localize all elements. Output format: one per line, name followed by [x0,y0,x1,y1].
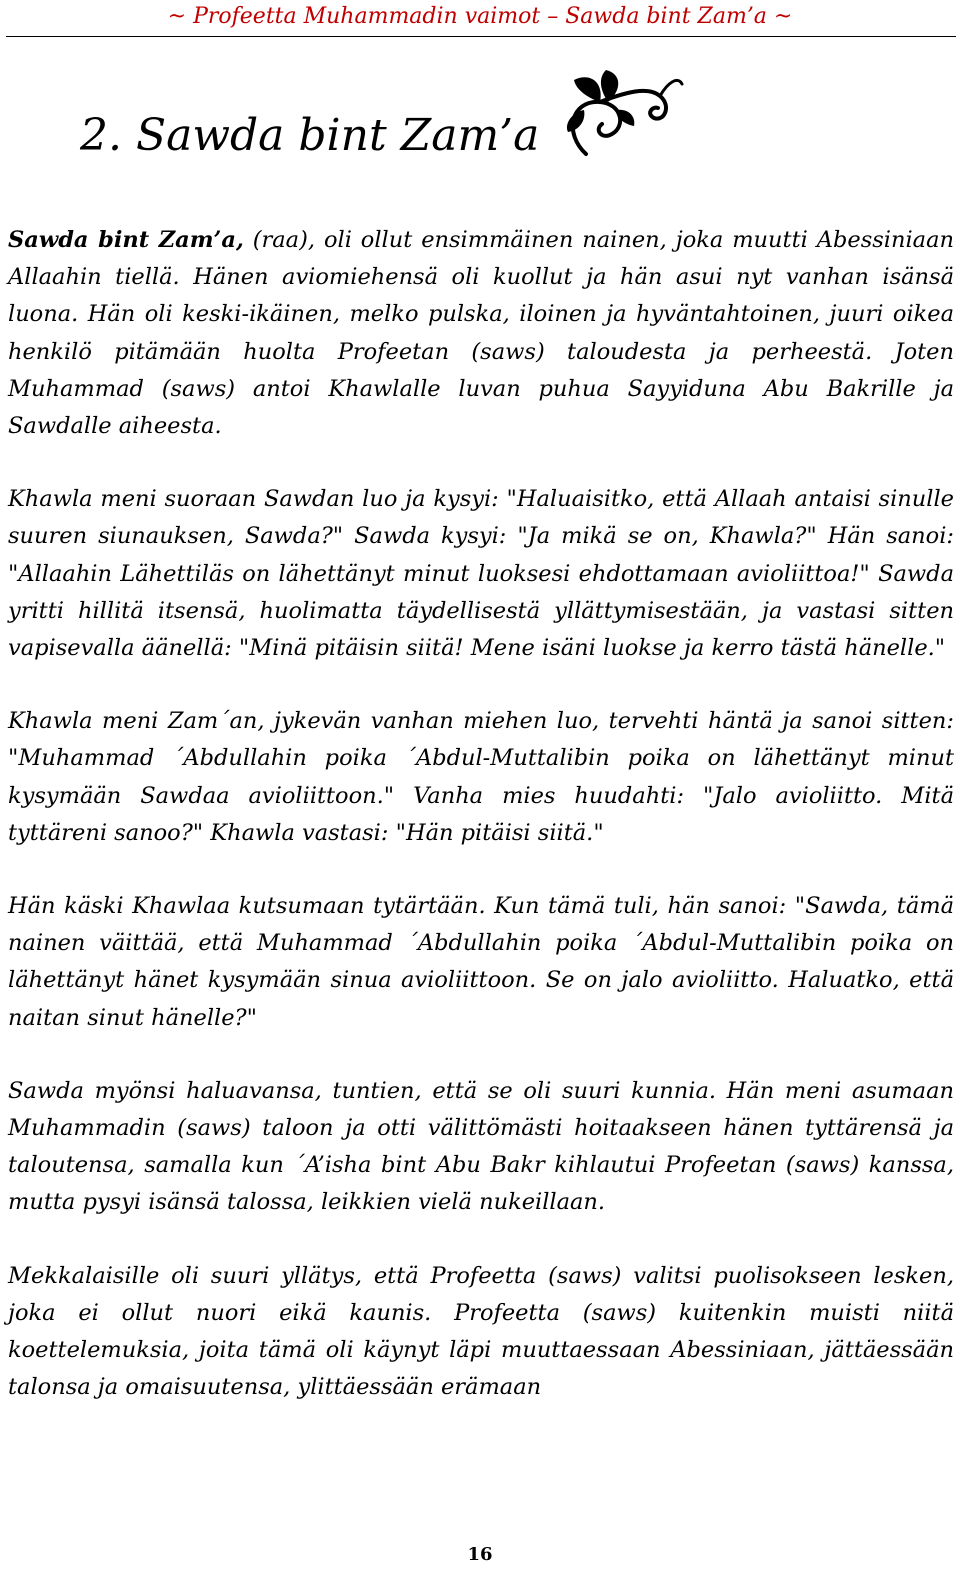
paragraph-5: Sawda myönsi haluavansa, tuntien, että se oli suuri kunnia. Hän meni asumaan Muhammadin (saws) taloon ja otti välittömästi hoitaakseen hänen tyttärensä ja taloutensa, samalla kun ´A’isha bint Abu Bakr kihlautui Profeetan (saws) kanssa, mutta pysyi isänsä talossa, leikkien vielä nukeillaan. [8,1077,954,1216]
floral-swirl-icon [556,62,686,172]
paragraph-4: Hän käski Khawlaa kutsumaan tytärtään. Kun tämä tuli, hän sanoi: "Sawda, tämä nainen väittää, että Muhammad ´Abdullahin poika ´Abdul-Muttalibin poika on lähettänyt hänet kysymään sinua avioliittoon. Se on jalo avioliitto. Haluatko, että naitan sinut hänelle?" [8,893,954,1031]
paragraph-2: Khawla meni suoraan Sawdan luo ja kysyi: "Haluaisitko, että Allaah antaisi sinulle suuren siunauksen, Sawda?" Sawda kysyi: "Ja mikä se on, Khawla?" Hän sanoi: "Allaahin Lähettiläs on lähettänyt minut luoksesi ehdottamaan avioliittoa!" Sawda yritti hillitä itsensä, huolimatta täydellisestä yllättymisestään, ja vastasi sitten vapisevalla äänellä: "Minä pitäisin siitä! Mene isäni luokse ja kerro tästä hänelle." [8,486,954,662]
page-number: 16 [467,1544,493,1565]
paragraph-1: Sawda bint Zam’a, (raa), oli ollut ensimmäinen nainen, joka muutti Abessiniaan Allaahin tiellä. Hänen aviomiehensä oli kuollut ja hän asui nyt vanhan isänsä luona. Hän oli keski-ikäinen, melko pulska, iloinen ja hyväntahtoinen, juuri oikea henkilö pitämään huolta Profeetan (saws) taloudesta ja perheestä. Joten Muhammad (saws) antoi Khawlalle luvan puhua Sayyiduna Abu Bakrille ja Sawdalle aiheesta. [8,227,955,440]
paragraph-6: Mekkalaisille oli suuri yllätys, että Profeetta (saws) valitsi puolisokseen lesken, joka ei ollut nuori eikä kaunis. Profeetta (saws) kuitenkin muisti niitä koettelemuksia, joita tämä oli käynyt läpi muuttaessaan Abessiniaan, jättäessään talonsa ja omaisuutensa, ylittäessään erämaan [8,1262,954,1401]
chapter-title: 2. Sawda bint Zam’a [80,110,540,161]
chapter-body [8,222,954,1442]
subject-name: Sawda bint Zam’a, [8,227,244,253]
paragraph-3: Khawla meni Zam´an, jykevän vanhan miehen luo, tervehti häntä ja sanoi sitten: "Muhammad ´Abdullahin poika ´Abdul-Muttalibin poika on lähettänyt minut kysymään Sawdaa avioliittoon." Vanha mies huudahti: "Jalo avioliitto. Mitä tyttäreni sanoo?" Khawla vastasi: "Hän pitäisi siitä." [8,708,954,846]
header-divider [6,36,956,37]
running-header: ~ Profeetta Muhammadin vaimot – Sawda bint Zam’a ~ [167,4,793,29]
